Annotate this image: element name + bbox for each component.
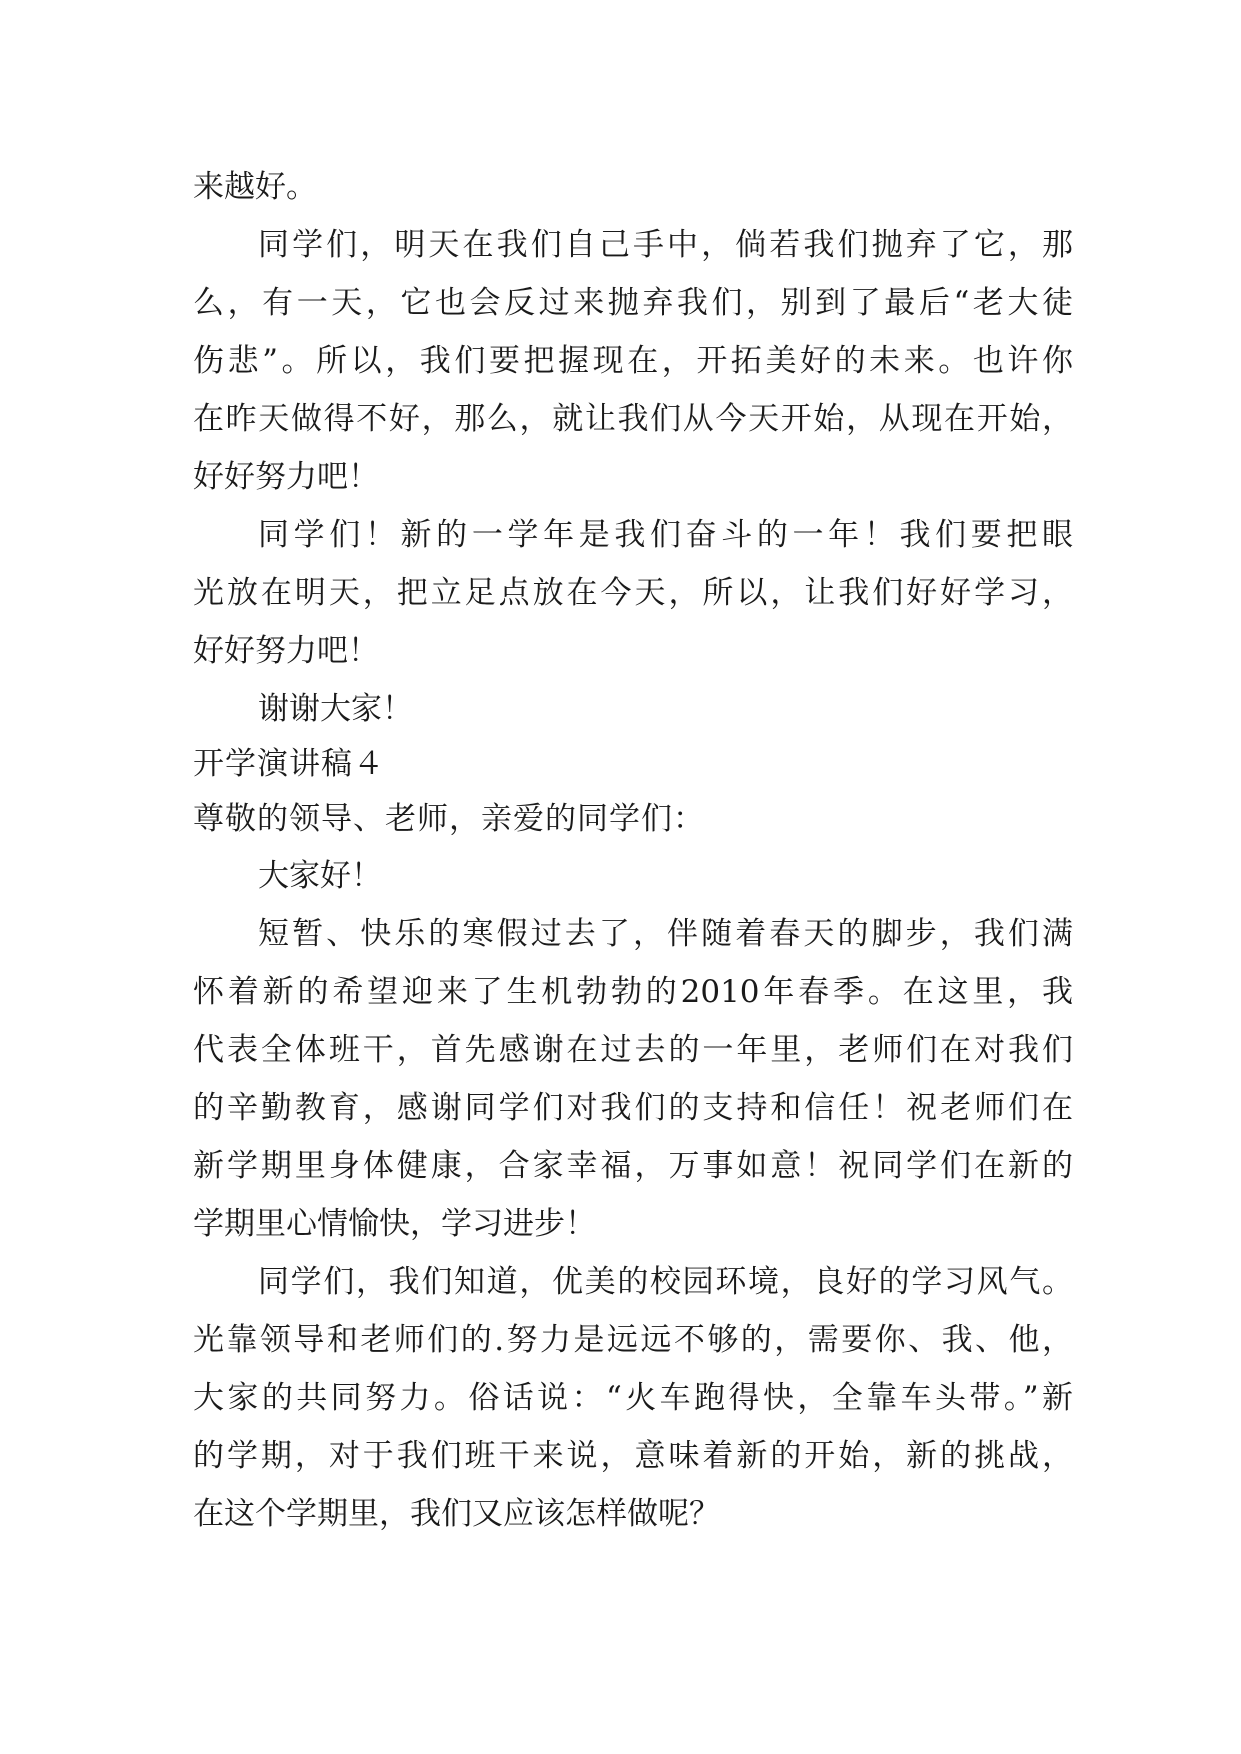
paragraph-line: 代表全体班干，首先感谢在过去的一年里，老师们在对我们 (193, 1032, 1073, 1068)
paragraph-line: 谢谢大家！ (258, 691, 413, 727)
salutation: 尊敬的领导、老师，亲爱的同学们： (193, 801, 705, 837)
paragraph-line: 学期里心情愉快，学习进步！ (193, 1206, 596, 1242)
paragraph-line: 的辛勤教育，感谢同学们对我们的支持和信任！祝老师们在 (193, 1090, 1073, 1126)
paragraph-line: 来越好。 (193, 169, 317, 205)
paragraph-line: 的学期，对于我们班干来说，意味着新的开始，新的挑战， (193, 1438, 1073, 1474)
section-heading: 开学演讲稿４ (193, 746, 385, 782)
paragraph-line: 在这个学期里，我们又应该怎样做呢？ (193, 1496, 720, 1532)
paragraph-line: 么，有一天，它也会反过来抛弃我们，别到了最后“老大徒 (193, 285, 1073, 321)
paragraph-line: 新学期里身体健康，合家幸福，万事如意！祝同学们在新的 (193, 1148, 1073, 1184)
paragraph-line: 伤悲”。所以，我们要把握现在，开拓美好的未来。也许你 (193, 343, 1073, 379)
greeting: 大家好！ (258, 858, 382, 894)
paragraph-line: 同学们！新的一学年是我们奋斗的一年！我们要把眼 (258, 517, 1073, 553)
paragraph-line: 在昨天做得不好，那么，就让我们从今天开始，从现在开始， (193, 401, 1073, 437)
paragraph-line: 光靠领导和老师们的.努力是远远不够的，需要你、我、他， (193, 1322, 1073, 1358)
paragraph-line: 同学们，明天在我们自己手中，倘若我们抛弃了它，那 (258, 227, 1073, 263)
paragraph-line: 大家的共同努力。俗话说：“火车跑得快，全靠车头带。”新 (193, 1380, 1073, 1416)
paragraph-line: 好好努力吧！ (193, 459, 379, 495)
paragraph-line: 短暂、快乐的寒假过去了，伴随着春天的脚步，我们满 (258, 916, 1073, 952)
paragraph-line: 怀着新的希望迎来了生机勃勃的2010年春季。在这里，我 (193, 974, 1073, 1010)
paragraph-line: 光放在明天，把立足点放在今天，所以，让我们好好学习， (193, 575, 1073, 611)
paragraph-line: 好好努力吧！ (193, 633, 379, 669)
paragraph-line: 同学们，我们知道，优美的校园环境，良好的学习风气。 (258, 1264, 1073, 1300)
